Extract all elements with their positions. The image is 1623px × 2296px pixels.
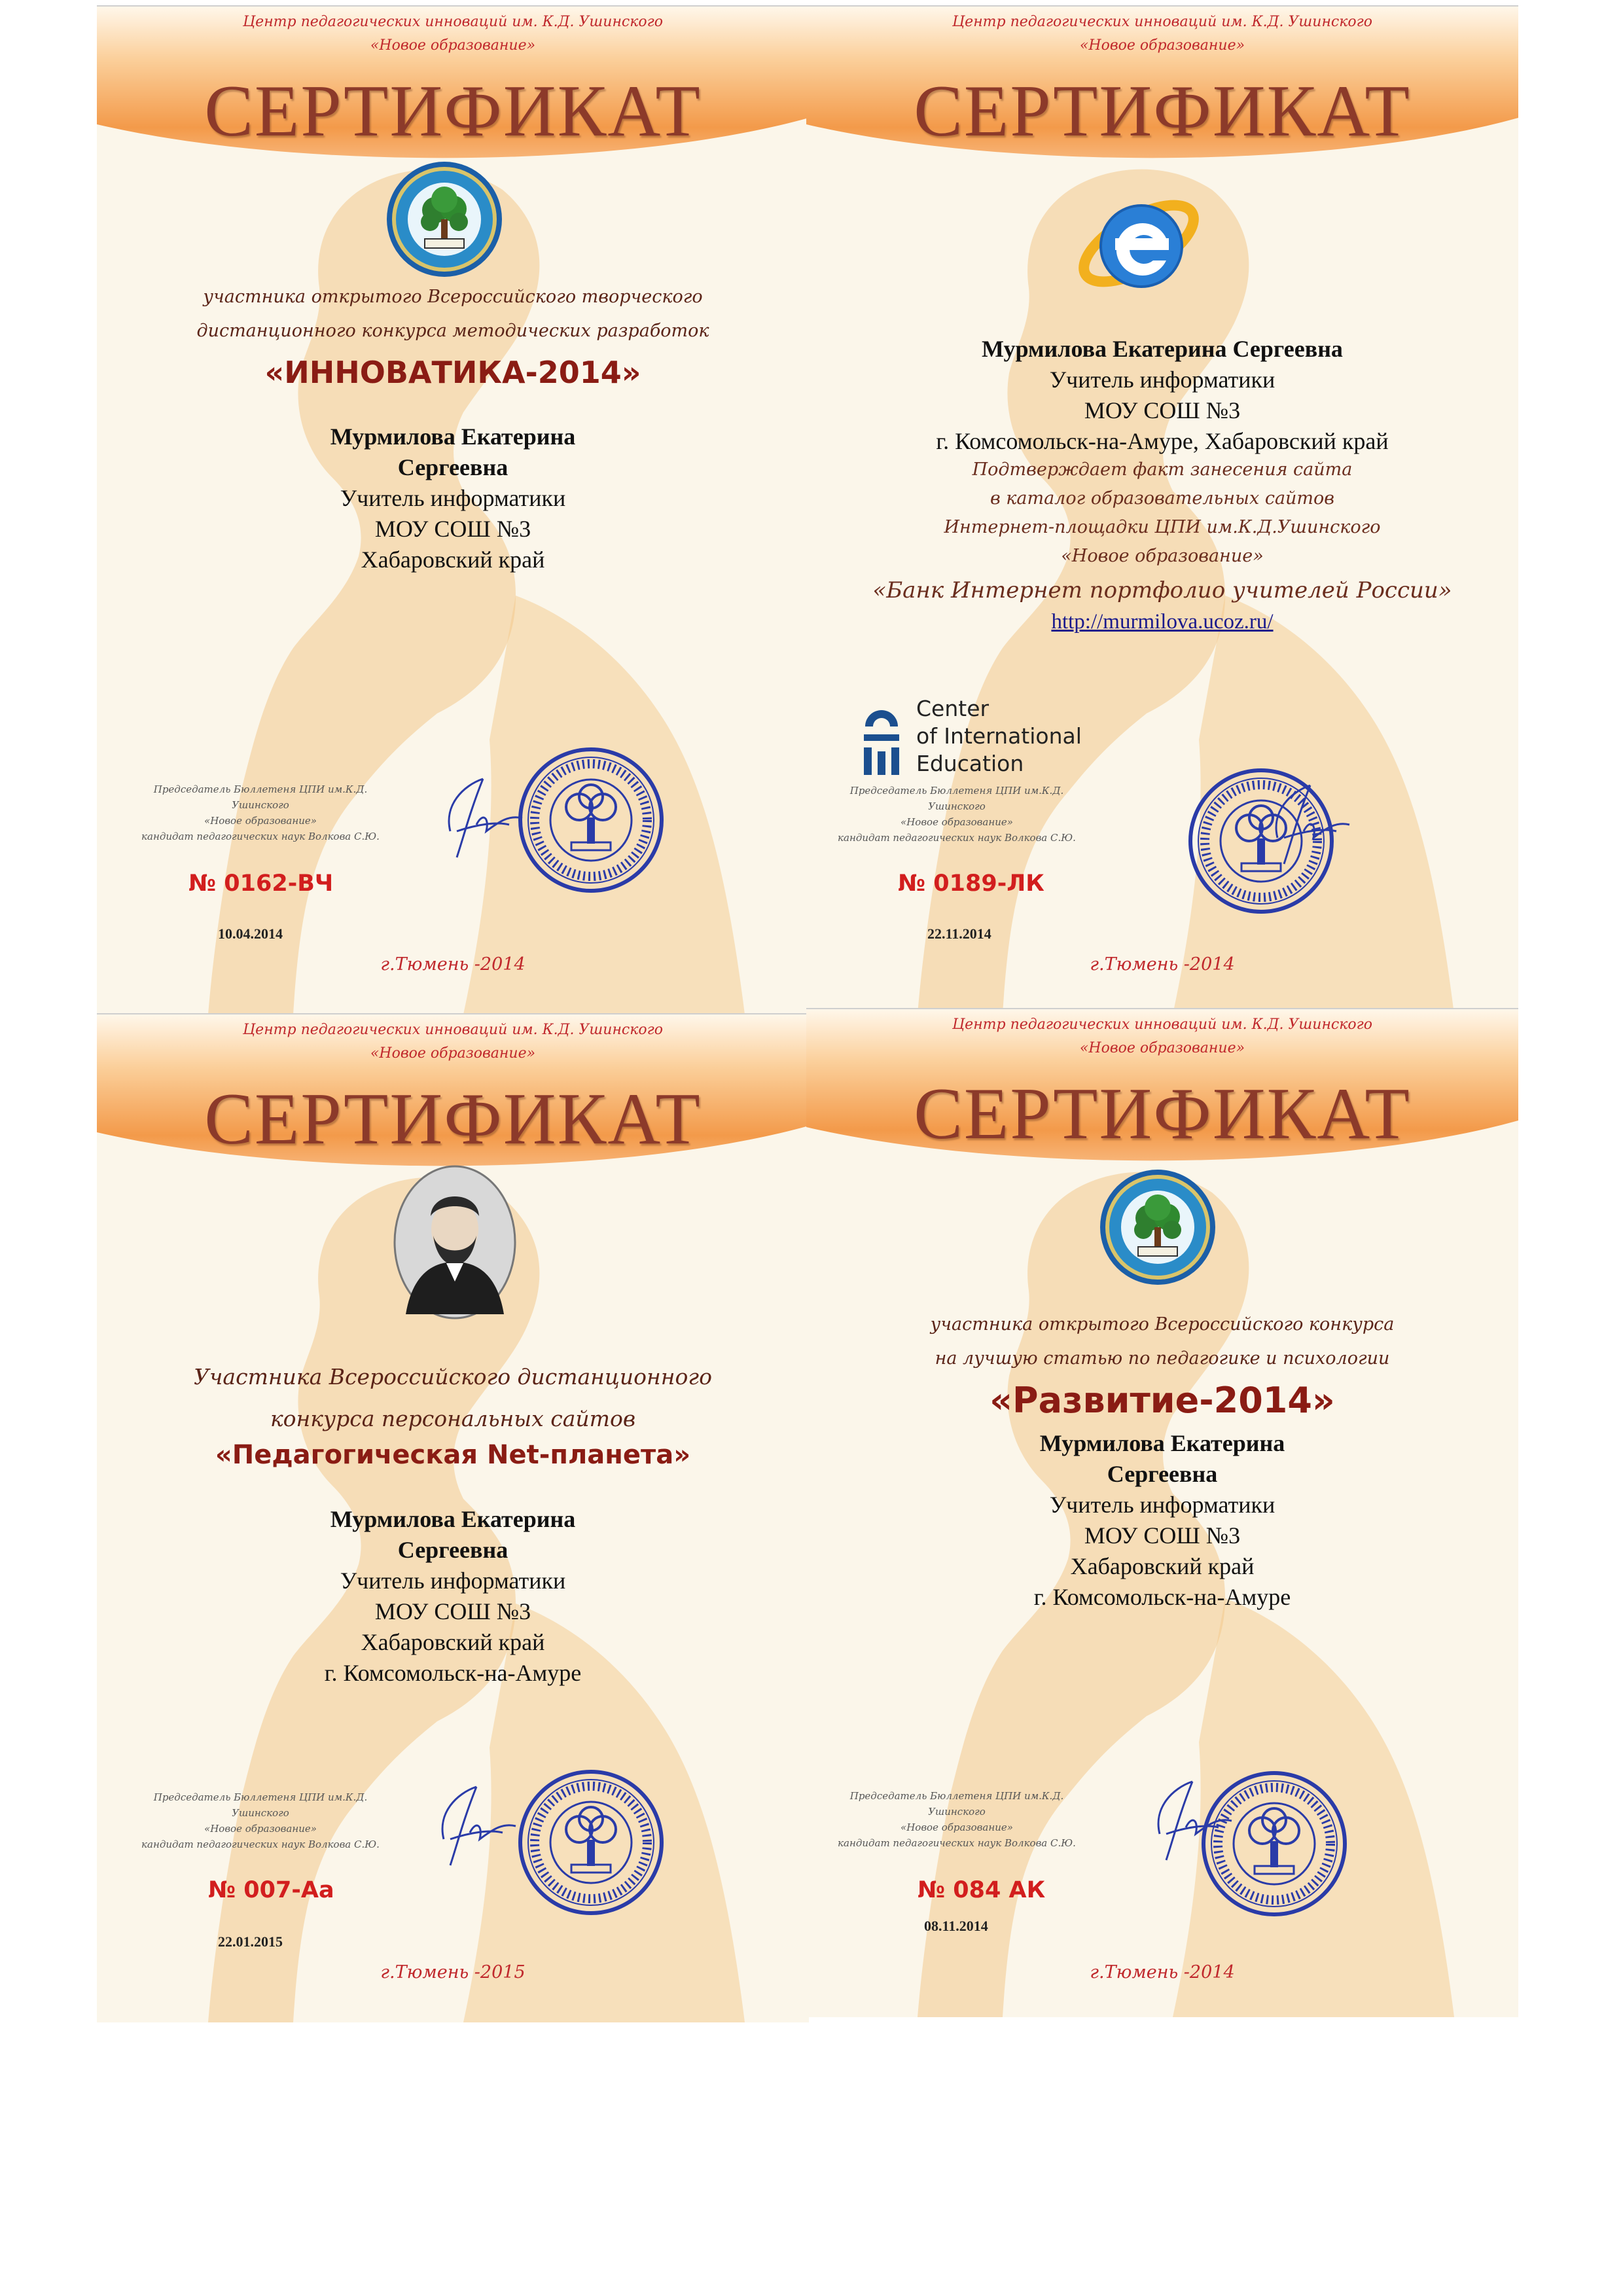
recipient-position: Учитель информатики bbox=[340, 1568, 566, 1594]
signatory-line-3: кандидат педагогических наук Волкова С.Ю. bbox=[141, 831, 380, 842]
org-line-2: «Новое образование» bbox=[1079, 37, 1245, 54]
contest-name: «Педагогическая Net-планета» bbox=[215, 1440, 691, 1470]
recipient-name: Мурмилова Екатерина bbox=[330, 423, 576, 450]
org-line-1: Центр педагогических инноваций им. К.Д. Ушинского bbox=[952, 14, 1373, 30]
certificate-number: № 0162-ВЧ bbox=[188, 870, 334, 897]
signatory-line-2: «Новое образование» bbox=[204, 815, 317, 827]
cie-logo bbox=[859, 694, 1082, 779]
recipient-patronymic: Сергеевна bbox=[397, 454, 508, 480]
issue-date: 10.04.2014 bbox=[218, 925, 283, 942]
recipient-name: Мурмилова Екатерина bbox=[1039, 1430, 1285, 1456]
city-year: г.Тюмень -2014 bbox=[380, 954, 526, 975]
signatory-line-1: Председатель Бюллетеня ЦПИ им.К.Д. Ушинского bbox=[153, 1791, 368, 1819]
recipient-school: МОУ СОШ №3 bbox=[374, 1598, 531, 1624]
certificate-number: № 084 АК bbox=[918, 1877, 1046, 1903]
certificate-1 bbox=[97, 5, 809, 1014]
org-name bbox=[806, 10, 1518, 58]
contest-name: «ИННОВАТИКА-2014» bbox=[264, 355, 641, 390]
certificate-title: СЕРТИФИКАТ bbox=[204, 1079, 702, 1160]
org-name bbox=[97, 1018, 809, 1066]
cie-logo-icon bbox=[859, 694, 904, 779]
award-line-1: участника открытого Всероссийского творческого bbox=[203, 287, 703, 307]
emblem-icon bbox=[383, 158, 505, 280]
stamp-icon bbox=[516, 1767, 666, 1918]
certificate-title: СЕРТИФИКАТ bbox=[204, 71, 702, 152]
recipient-city: г. Комсомольск-на-Амуре bbox=[324, 1660, 582, 1686]
stamp-icon bbox=[1199, 1768, 1349, 1919]
emblem-icon bbox=[1097, 1166, 1219, 1288]
cie-line-2: of International bbox=[916, 723, 1082, 749]
signatory bbox=[136, 1789, 385, 1852]
confirm-line-1: Подтверждает факт занесения сайта bbox=[972, 459, 1353, 480]
signatory-line-3: кандидат педагогических наук Волкова С.Ю. bbox=[838, 1837, 1076, 1849]
signatory-line-3: кандидат педагогических наук Волкова С.Ю. bbox=[838, 832, 1076, 844]
org-line-1: Центр педагогических инноваций им. К.Д. Ушинского bbox=[242, 14, 664, 30]
recipient-school: МОУ СОШ №3 bbox=[1084, 397, 1241, 423]
cie-text bbox=[916, 695, 1082, 778]
award-line-2: дистанционного конкурса методических разработок bbox=[196, 321, 709, 341]
cie-line-3: Education bbox=[916, 751, 1024, 776]
recipient-region: г. Комсомольск-на-Амуре, Хабаровский край bbox=[936, 428, 1389, 454]
signatory-line-2: «Новое образование» bbox=[901, 1821, 1013, 1833]
confirm-line-3: Интернет-площадки ЦПИ им.К.Д.Ушинского bbox=[944, 517, 1381, 537]
recipient bbox=[97, 1504, 809, 1689]
signatory bbox=[832, 1788, 1081, 1851]
signatory-line-1: Председатель Бюллетеня ЦПИ им.К.Д. Ушинского bbox=[849, 1790, 1064, 1818]
issue-date: 22.01.2015 bbox=[218, 1933, 283, 1950]
recipient-patronymic: Сергеевна bbox=[1107, 1461, 1218, 1487]
recipient-school: МОУ СОШ №3 bbox=[374, 516, 531, 542]
signatory-line-1: Председатель Бюллетеня ЦПИ им.К.Д. Ушинского bbox=[153, 783, 368, 811]
cie-line-1: Center bbox=[916, 696, 990, 721]
website-link[interactable]: http://murmilova.ucoz.ru/ bbox=[1051, 610, 1274, 634]
recipient-region: Хабаровский край bbox=[361, 1629, 545, 1655]
confirmation-text bbox=[806, 456, 1518, 634]
contest-name: «Развитие-2014» bbox=[990, 1380, 1335, 1421]
signatory-line-3: кандидат педагогических наук Волкова С.Ю. bbox=[141, 1839, 380, 1850]
org-name bbox=[806, 1013, 1518, 1060]
award-line-2: конкурса персональных сайтов bbox=[270, 1406, 636, 1431]
org-line-2: «Новое образование» bbox=[370, 37, 536, 54]
confirm-line-2: в каталог образовательных сайтов bbox=[990, 488, 1335, 509]
portrait-ushinsky-icon bbox=[393, 1164, 517, 1321]
org-line-2: «Новое образование» bbox=[370, 1045, 536, 1062]
certificate-2 bbox=[806, 5, 1518, 1014]
org-line-2: «Новое образование» bbox=[1079, 1040, 1245, 1056]
recipient bbox=[97, 422, 809, 575]
award-line-1: Участника Всероссийского дистанционного bbox=[194, 1364, 712, 1390]
recipient-city: г. Комсомольск-на-Амуре bbox=[1033, 1584, 1291, 1610]
bank-name: «Банк Интернет портфолио учителей России» bbox=[872, 577, 1452, 603]
internet-explorer-icon bbox=[1068, 175, 1205, 313]
recipient-position: Учитель информатики bbox=[1049, 367, 1275, 393]
signatory bbox=[832, 783, 1081, 846]
award-line-2: на лучшую статью по педагогике и психологии bbox=[935, 1348, 1390, 1369]
signatory-line-2: «Новое образование» bbox=[204, 1823, 317, 1835]
signatory-line-2: «Новое образование» bbox=[901, 816, 1013, 828]
certificate-title: СЕРТИФИКАТ bbox=[914, 1073, 1411, 1155]
recipient-name: Мурмилова Екатерина Сергеевна bbox=[982, 336, 1343, 362]
recipient-position: Учитель информатики bbox=[340, 485, 566, 511]
confirm-line-4: «Новое образование» bbox=[1061, 546, 1264, 566]
org-line-1: Центр педагогических инноваций им. К.Д. Ушинского bbox=[952, 1016, 1373, 1033]
recipient-school: МОУ СОШ №3 bbox=[1084, 1522, 1241, 1549]
issue-date: 22.11.2014 bbox=[927, 925, 991, 942]
certificate-number: № 0189-ЛК bbox=[898, 870, 1044, 897]
org-name bbox=[97, 10, 809, 58]
recipient-position: Учитель информатики bbox=[1049, 1492, 1275, 1518]
certificate-4 bbox=[806, 1008, 1518, 2017]
issue-date: 08.11.2014 bbox=[924, 1918, 988, 1934]
recipient-region: Хабаровский край bbox=[361, 547, 545, 573]
certificate-title: СЕРТИФИКАТ bbox=[914, 71, 1411, 152]
city-year: г.Тюмень -2015 bbox=[380, 1962, 526, 1982]
recipient bbox=[806, 1428, 1518, 1613]
recipient-name: Мурмилова Екатерина bbox=[330, 1506, 576, 1532]
signature bbox=[1264, 766, 1369, 877]
org-line-1: Центр педагогических инноваций им. К.Д. Ушинского bbox=[242, 1022, 664, 1038]
certificate-number: № 007-Аа bbox=[208, 1877, 334, 1903]
signatory bbox=[136, 781, 385, 844]
stamp-icon bbox=[516, 745, 666, 895]
award-line-1: участника открытого Всероссийского конкурса bbox=[930, 1314, 1395, 1335]
city-year: г.Тюмень -2014 bbox=[1090, 1962, 1235, 1982]
recipient-patronymic: Сергеевна bbox=[397, 1537, 508, 1563]
city-year: г.Тюмень -2014 bbox=[1090, 954, 1235, 975]
certificate-3 bbox=[97, 1013, 809, 2022]
recipient bbox=[806, 334, 1518, 457]
recipient-region: Хабаровский край bbox=[1070, 1553, 1255, 1579]
signatory-line-1: Председатель Бюллетеня ЦПИ им.К.Д. Ушинского bbox=[849, 785, 1064, 812]
